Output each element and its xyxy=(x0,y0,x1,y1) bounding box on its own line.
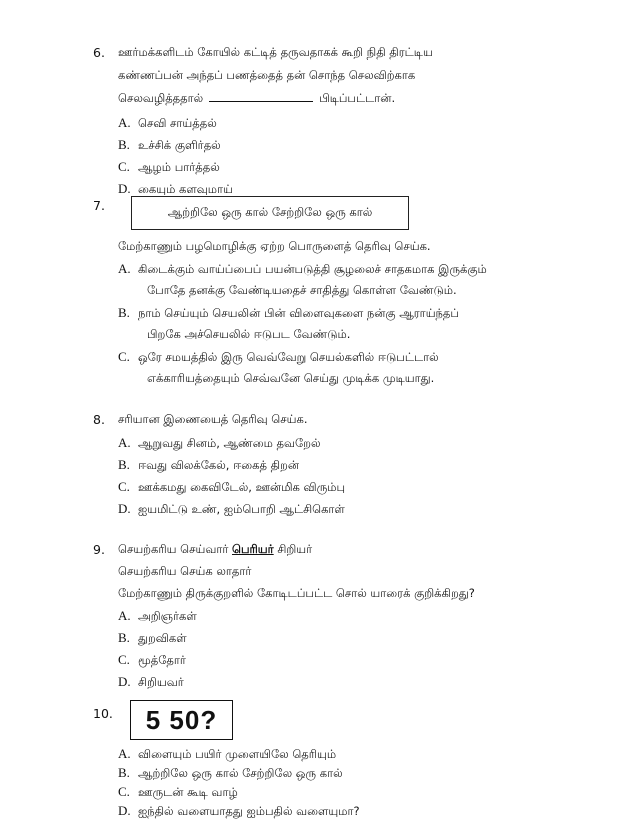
option-letter: C. xyxy=(118,159,130,174)
option-letter: C. xyxy=(118,479,130,494)
option-letter: C. xyxy=(118,349,130,364)
question-7-option-b[interactable] xyxy=(118,305,459,322)
question-8-option-d[interactable] xyxy=(118,501,345,518)
option-text: செவி சாய்த்தல் xyxy=(138,116,217,130)
question-7-number: 7. xyxy=(93,198,105,213)
option-text-line-1: கிடைக்கும் வாய்ப்பைப் பயன்படுத்தி சூழலைச் சாதகமாக இருக்கும் xyxy=(138,262,487,276)
question-9-option-b[interactable] xyxy=(118,630,187,647)
option-letter: A. xyxy=(118,435,131,450)
option-letter: D. xyxy=(118,674,131,689)
option-letter: D. xyxy=(118,181,131,196)
option-letter: C. xyxy=(118,784,130,799)
question-7-prompt: மேற்காணும் பழமொழிக்கு ஏற்ற பொருளைத் தெரிவு செய்க. xyxy=(118,239,431,253)
option-text: ஈவது விலக்கேல், ஈகைத் திறன் xyxy=(138,458,299,472)
option-text-line-1: நாம் செய்யும் செயலின் பின் விளைவுகளை நன்கு ஆராய்ந்தப் xyxy=(138,306,459,320)
question-6-line-2: கண்ணப்பன் அந்தப் பணத்தைத் தன் சொந்த செலவிற்காக xyxy=(118,68,416,82)
kural-line-1-start: செயற்கரிய செய்வார் xyxy=(118,542,229,556)
question-10-number: 10. xyxy=(93,706,113,721)
question-10-option-d[interactable] xyxy=(118,803,360,820)
option-text: கையும் களவுமாய் xyxy=(138,182,233,196)
question-7-option-a[interactable] xyxy=(118,261,487,278)
option-text: உச்சிக் குளிர்தல் xyxy=(138,138,221,152)
puzzle-box xyxy=(130,700,233,740)
option-text: ஐந்தில் வளையாதது ஐம்பதில் வளையுமா? xyxy=(138,804,360,818)
proverb-text: ஆற்றிலே ஒரு கால் சேற்றிலே ஒரு கால் xyxy=(167,205,373,219)
question-8-option-b[interactable] xyxy=(118,457,299,474)
question-7-option-a-line-2: போதே தனக்கு வேண்டியதைச் சாதித்து கொள்ள வேண்டும். xyxy=(147,283,457,297)
option-text: விளையும் பயிர் முளையிலே தெரியும் xyxy=(138,747,337,761)
question-6-line-3-end: பிடிப்பட்டான். xyxy=(319,91,396,105)
option-text: ஐயமிட்டு உண், ஐம்பொறி ஆட்சிகொள் xyxy=(138,502,345,516)
question-10-option-b[interactable] xyxy=(118,765,343,782)
question-6-option-a[interactable] xyxy=(118,115,217,132)
option-letter: A. xyxy=(118,608,131,623)
question-7-option-b-line-2: பிறகே அச்செயலில் ஈடுபட வேண்டும். xyxy=(147,327,351,341)
question-8-option-a[interactable] xyxy=(118,435,321,452)
option-text: ஆழம் பார்த்தல் xyxy=(138,160,220,174)
option-text: ஆறுவது சினம், ஆண்மை தவறேல் xyxy=(138,436,321,450)
option-text: சிறியவர் xyxy=(138,675,184,689)
option-letter: B. xyxy=(118,137,130,152)
option-letter: A. xyxy=(118,746,131,761)
question-7-option-c[interactable] xyxy=(118,349,439,366)
question-7-option-c-line-2: எக்காரியத்தையும் செவ்வனே செய்து முடிக்க முடியாது. xyxy=(147,371,435,385)
question-9-option-a[interactable] xyxy=(118,608,197,625)
question-9-number: 9. xyxy=(93,542,105,557)
underlined-word: பெரியர் xyxy=(232,542,274,556)
option-text: ஆற்றிலே ஒரு கால் சேற்றிலே ஒரு கால் xyxy=(138,766,343,780)
option-text: அறிஞர்கள் xyxy=(138,609,197,623)
option-text: ஊருடன் கூடி வாழ் xyxy=(138,785,238,799)
option-letter: A. xyxy=(118,115,131,130)
option-letter: C. xyxy=(118,652,130,667)
question-10-option-a[interactable] xyxy=(118,746,336,763)
puzzle-text: 5 50? xyxy=(145,704,218,735)
question-9-option-d[interactable] xyxy=(118,674,184,691)
option-letter: D. xyxy=(118,803,131,818)
option-letter: B. xyxy=(118,765,130,780)
question-8-prompt: சரியான இணையைத் தெரிவு செய்க. xyxy=(118,412,308,426)
option-text-line-1: ஒரே சமயத்தில் இரு வெவ்வேறு செயல்களில் ஈடுபட்டால் xyxy=(138,350,439,364)
option-letter: B. xyxy=(118,305,130,320)
kural-line-1 xyxy=(118,542,312,558)
question-9-prompt: மேற்காணும் திருக்குறளில் கோடிடப்பட்ட சொல் யாரைக் குறிக்கிறது? xyxy=(118,586,475,600)
option-letter: B. xyxy=(118,630,130,645)
question-6-option-c[interactable] xyxy=(118,159,220,176)
question-8-number: 8. xyxy=(93,412,105,427)
option-text: துறவிகள் xyxy=(138,631,187,645)
question-9-option-c[interactable] xyxy=(118,652,186,669)
option-letter: D. xyxy=(118,501,131,516)
kural-line-1-end: சிறியர் xyxy=(277,542,313,556)
option-letter: B. xyxy=(118,457,130,472)
question-6-option-b[interactable] xyxy=(118,137,221,154)
question-8-option-c[interactable] xyxy=(118,479,345,496)
option-text: மூத்தோர் xyxy=(138,653,186,667)
question-6-line-1: ஊர்மக்களிடம் கோயில் கட்டித் தருவதாகக் கூறி நிதி திரட்டிய xyxy=(118,45,433,59)
question-6-line-3 xyxy=(118,91,395,107)
proverb-box xyxy=(131,196,409,230)
question-10-option-c[interactable] xyxy=(118,784,238,801)
answer-blank xyxy=(209,91,313,102)
question-6-number: 6. xyxy=(93,45,105,60)
question-6-line-3-start: செலவழித்ததால் xyxy=(118,91,204,105)
option-text: ஊக்கமது கைவிடேல், ஊன்மிக விரும்பு xyxy=(138,480,346,494)
option-letter: A. xyxy=(118,261,131,276)
kural-line-2: செயற்கரிய செய்க லாதார் xyxy=(118,564,252,578)
